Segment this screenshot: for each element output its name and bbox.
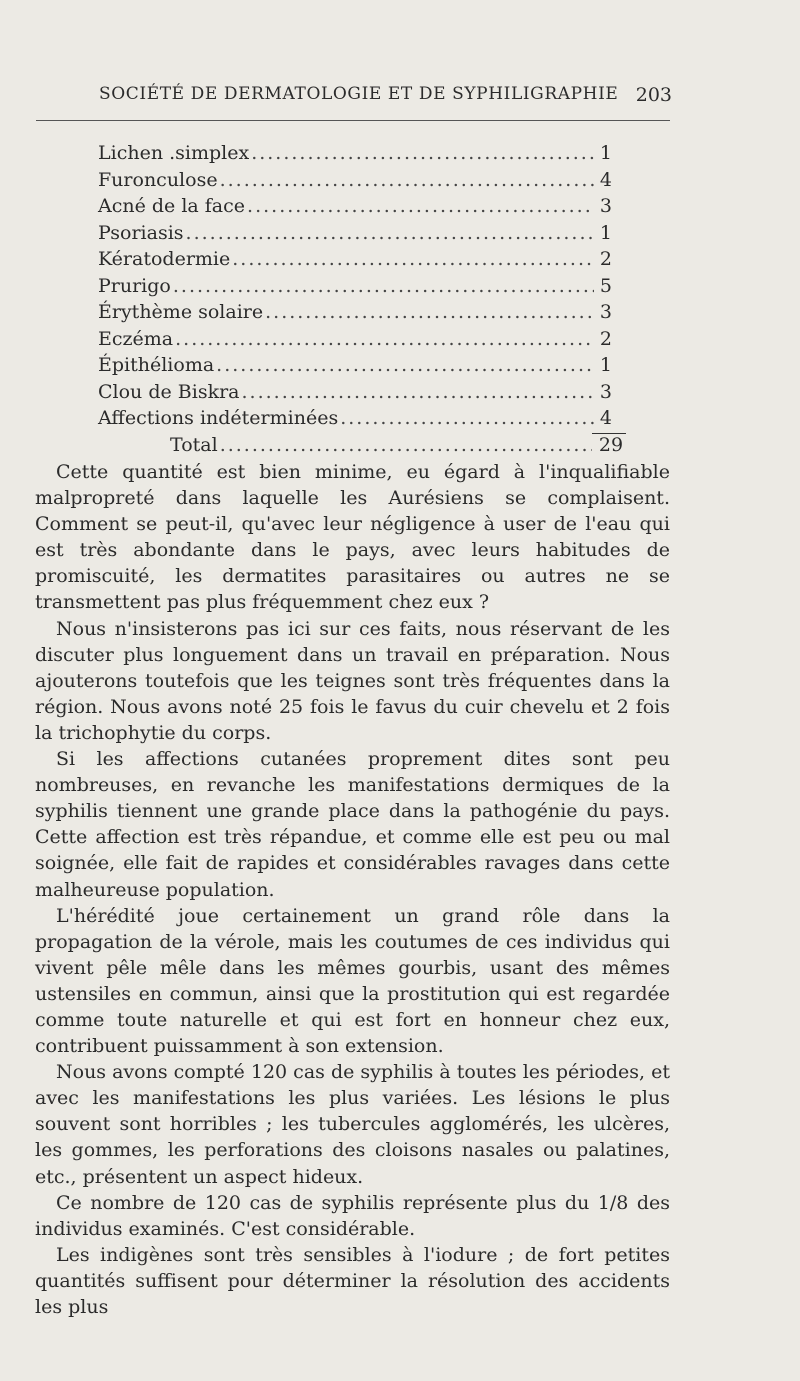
paragraph: Si les affections cutanées proprement dites sont peu nombreuses, en revanche les manifestations dermiques de la syphilis tiennent une grande place dans la pathogénie du pays. Cette affection est très répandue, et comme elle est peu ou mal soignée, elle fait de rapides et considérables ravages dans cette malheureuse population. xyxy=(35,748,670,901)
paragraph: L'hérédité joue certainement un grand rôle dans la propagation de la vérole, mais les coutumes de ces individus qui vivent pêle mêle dans les mêmes gourbis, usant des mêmes ustensiles en commun, ainsi que la prostitution qui est regardée comme toute naturelle et qui est fort en honneur chez eux, contribuent puissamment à son extension. xyxy=(35,904,670,1058)
table-row xyxy=(98,246,612,273)
table-row xyxy=(98,167,612,194)
dot-leader xyxy=(265,299,594,326)
page-number: 203 xyxy=(635,84,672,106)
dot-leader xyxy=(173,273,594,300)
dot-leader xyxy=(186,220,594,247)
table-row xyxy=(98,352,612,379)
row-value: 3 xyxy=(599,195,612,217)
dot-leader xyxy=(242,379,595,406)
row-label: Acné de la face xyxy=(98,195,246,217)
total-label: Total xyxy=(170,433,218,456)
row-label: Eczéma xyxy=(98,327,174,350)
row-label: Kératodermie xyxy=(98,248,231,270)
table-row xyxy=(98,405,612,432)
table-row xyxy=(98,220,612,247)
header-rule xyxy=(36,120,670,121)
row-label: Furonculose xyxy=(98,168,218,191)
table-row xyxy=(98,379,612,406)
table-row xyxy=(98,273,612,300)
row-value: 1 xyxy=(599,221,612,244)
dot-leader xyxy=(220,167,594,194)
row-value: 4 xyxy=(599,407,612,429)
row-value: 3 xyxy=(599,380,612,403)
row-label: Lichen .simplex xyxy=(98,142,250,164)
total-row xyxy=(98,432,624,459)
dot-leader xyxy=(247,193,594,220)
row-value: 4 xyxy=(599,168,612,191)
running-header xyxy=(99,84,670,110)
dot-leader xyxy=(232,246,594,273)
row-label: Érythème solaire xyxy=(98,301,264,323)
dot-leader xyxy=(175,326,594,353)
diagnosis-table xyxy=(98,140,624,458)
table-row xyxy=(98,140,612,167)
table-row xyxy=(98,299,612,326)
row-value: 3 xyxy=(599,301,612,323)
table-row xyxy=(98,193,612,220)
row-value: 1 xyxy=(599,142,612,164)
dot-leader xyxy=(340,405,594,432)
row-value: 2 xyxy=(599,327,612,350)
row-value: 5 xyxy=(599,274,612,297)
table-row xyxy=(98,326,612,353)
header-title: SOCIÉTÉ DE DERMATOLOGIE ET DE SYPHILIGRAPHIE xyxy=(99,84,619,104)
dot-leader xyxy=(220,432,592,459)
row-label: Affections indéterminées xyxy=(98,407,339,429)
paragraph: Nous n'insisterons pas ici sur ces faits, nous réservant de les discuter plus longuement dans un travail en préparation. Nous ajouterons toutefois que les teignes sont très fréquentes dans la région. Nous avons noté 25 fois le favus du cuir chevelu et 2 fois la trichophytie du corps. xyxy=(35,617,670,744)
paragraph: Ce nombre de 120 cas de syphilis représente plus du 1/8 des individus examinés. C'est considérable. xyxy=(35,1191,670,1240)
body-text xyxy=(35,459,670,1320)
row-value: 2 xyxy=(599,248,612,270)
dot-leader xyxy=(216,352,594,379)
row-value: 1 xyxy=(599,354,612,376)
row-label: Psoriasis xyxy=(98,221,184,244)
row-label: Prurigo xyxy=(98,274,171,297)
paragraph: Les indigènes sont très sensibles à l'iodure ; de fort petites quantités suffisent pour déterminer la résolution des accidents les plus xyxy=(35,1243,670,1318)
total-value: 29 xyxy=(592,433,626,456)
dot-leader xyxy=(251,140,594,167)
row-label: Épithélioma xyxy=(98,354,215,376)
paragraph: Nous avons compté 120 cas de syphilis à toutes les périodes, et avec les manifestations les plus variées. Les lésions le plus souvent sont horribles ; les tubercules agglomérés, les ulcères, les gommes, les perforations des cloisons nasales ou palatines, etc., présentent un aspect hideux. xyxy=(35,1061,670,1188)
row-label: Clou de Biskra xyxy=(98,380,240,403)
paragraph: Cette quantité est bien minime, eu égard à l'inqualifiable malpropreté dans laquelle les Aurésiens se complaisent. Comment se peut-il, qu'avec leur négligence à user de l'eau qui est très abondante dans le pays, avec leurs habitudes de promiscuité, les dermatites parasitaires ou autres ne se transmettent pas plus fréquemment chez eux ? xyxy=(35,461,670,614)
